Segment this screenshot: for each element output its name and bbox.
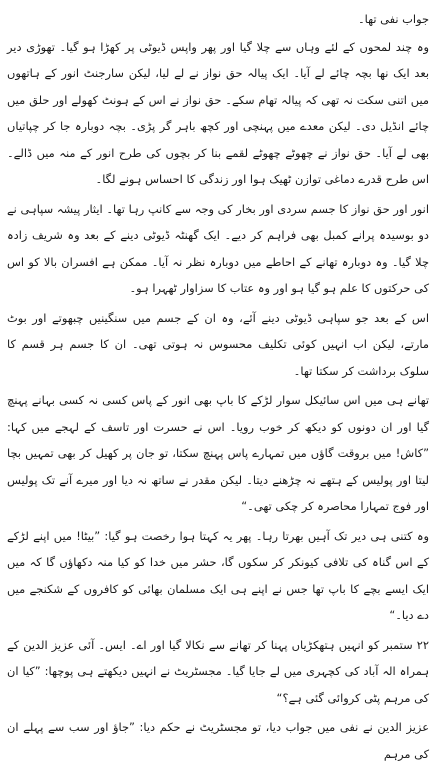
paragraph-tea: وہ چند لمحوں کے لئے وہاں سے چلا گیا اور پھر واپس ڈیوٹی پر کھڑا ہو گیا۔ تھوڑی دیر بعد ایک نھا بچہ چائے لے آیا۔ ایک پیالہ حق نواز نے لے لیا، لیکن سارجنٹ انور کے ہاتھوں میں اتنی سکت نہ تھی کہ پیالہ تھام سکے۔ حق نواز نے اس کے ہونٹ کھولے اور حلق میں چائے انڈیل دی۔ لیکن معدے میں پہنچی اور کچھ باہر گر پڑی۔ بچہ دوبارہ جا کر چپاتیاں بھی لے آیا۔ حق نواز نے چھوٹے چھوٹے لقمے بنا کر بچوں کی طرح انور کے منہ میں ڈالے۔ اس طرح قدرے دماغی توازن ٹھیک ہوا اور زندگی کا احساس ہونے لگا۔ (7, 39, 429, 186)
paragraph-soldiers: اس کے بعد جو سپاہی ڈیوٹی دینے آئے، وہ ان کے جسم میں سنگینیں چبھوتے اور بوٹ مارتے، لیکن اب انہیں کوئی تکلیف محسوس نہ ہوتی تھی۔ ان کا جسم ہر قسم کا سلوک برداشت کر سکتا تھا۔ (7, 310, 429, 378)
paragraph-court: ۲۲ ستمبر کو انہیں ہتھکڑیاں پہنا کر تھانے سے نکالا گیا اور اے۔ ایس۔ آئی عزیز الدین کے ہمراہ الہ آباد کی کچہری میں لے جایا گیا۔ مجسٹریٹ نے انہیں دیکھتے ہی پوچھا: ”کیا ان کی مرہم پٹی کروائی گئی ہے؟“ (7, 637, 429, 705)
paragraph-blankets: انور اور حق نواز کا جسم سردی اور بخار کی وجہ سے کانپ رہا تھا۔ ایثار پیشہ سپاہی نے دو بوسیدہ پرانے کمبل بھی فراہم کر دیے۔ ایک گھنٹہ ڈیوٹی دینے کے بعد وہ شریف زادہ چلا گیا۔ وہ دوبارہ تھانے کے احاطے میں دوبارہ نظر نہ آیا۔ ممکن ہے افسران بالا کو اس کی حرکتوں کا علم ہو گیا ہو اور وہ عتاب کا سزاوار ٹھہرا ہو۔ (7, 201, 429, 295)
paragraph-father-farewell: وہ کتنی ہی دیر تک آہیں بھرتا رہا۔ پھر یہ کہتا ہوا رخصت ہو گیا: ”بیٹا! میں اپنے لڑکے کے اس گناہ کی تلافی کیونکر کر سکوں گا، حشر میں خدا کو کیا منہ دکھاؤں گا کہ میں ایک ایسے بچے کا باپ تھا جس نے اپنے ہی ایک مسلمان بھائی کو کافروں کے شکنجے میں دے دیا۔“ (7, 528, 429, 622)
paragraph-father-visit: تھانے ہی میں اس سائیکل سوار لڑکے کا باپ بھی انور کے پاس کسی نہ کسی بہانے پہنچ گیا اور ان دونوں کو دیکھ کر خوب رویا۔ اس نے حسرت اور تاسف کے لہجے میں کہا: ”کاش! میں بروقت گاؤں میں تمہارے پاس پہنچ سکتا، تو جان پر کھیل کر بھی تمہیں بچا لیتا اور پولیس کے ہتھے نہ چڑھنے دیتا۔ لیکن مقدر نے ساتھ نہ دیا اور میرے آنے تک پولیس اور فوج تمہارا محاصرہ کر چکی تھی۔“ (7, 393, 429, 513)
paragraph-magistrate-order: عزیز الدین نے نفی میں جواب دیا، تو مجسٹریٹ نے حکم دیا: ”جاؤ اور سب سے پہلے ان کی مرہم (7, 720, 429, 761)
paragraph-reply: جواب نفی تھا۔ (357, 12, 429, 26)
